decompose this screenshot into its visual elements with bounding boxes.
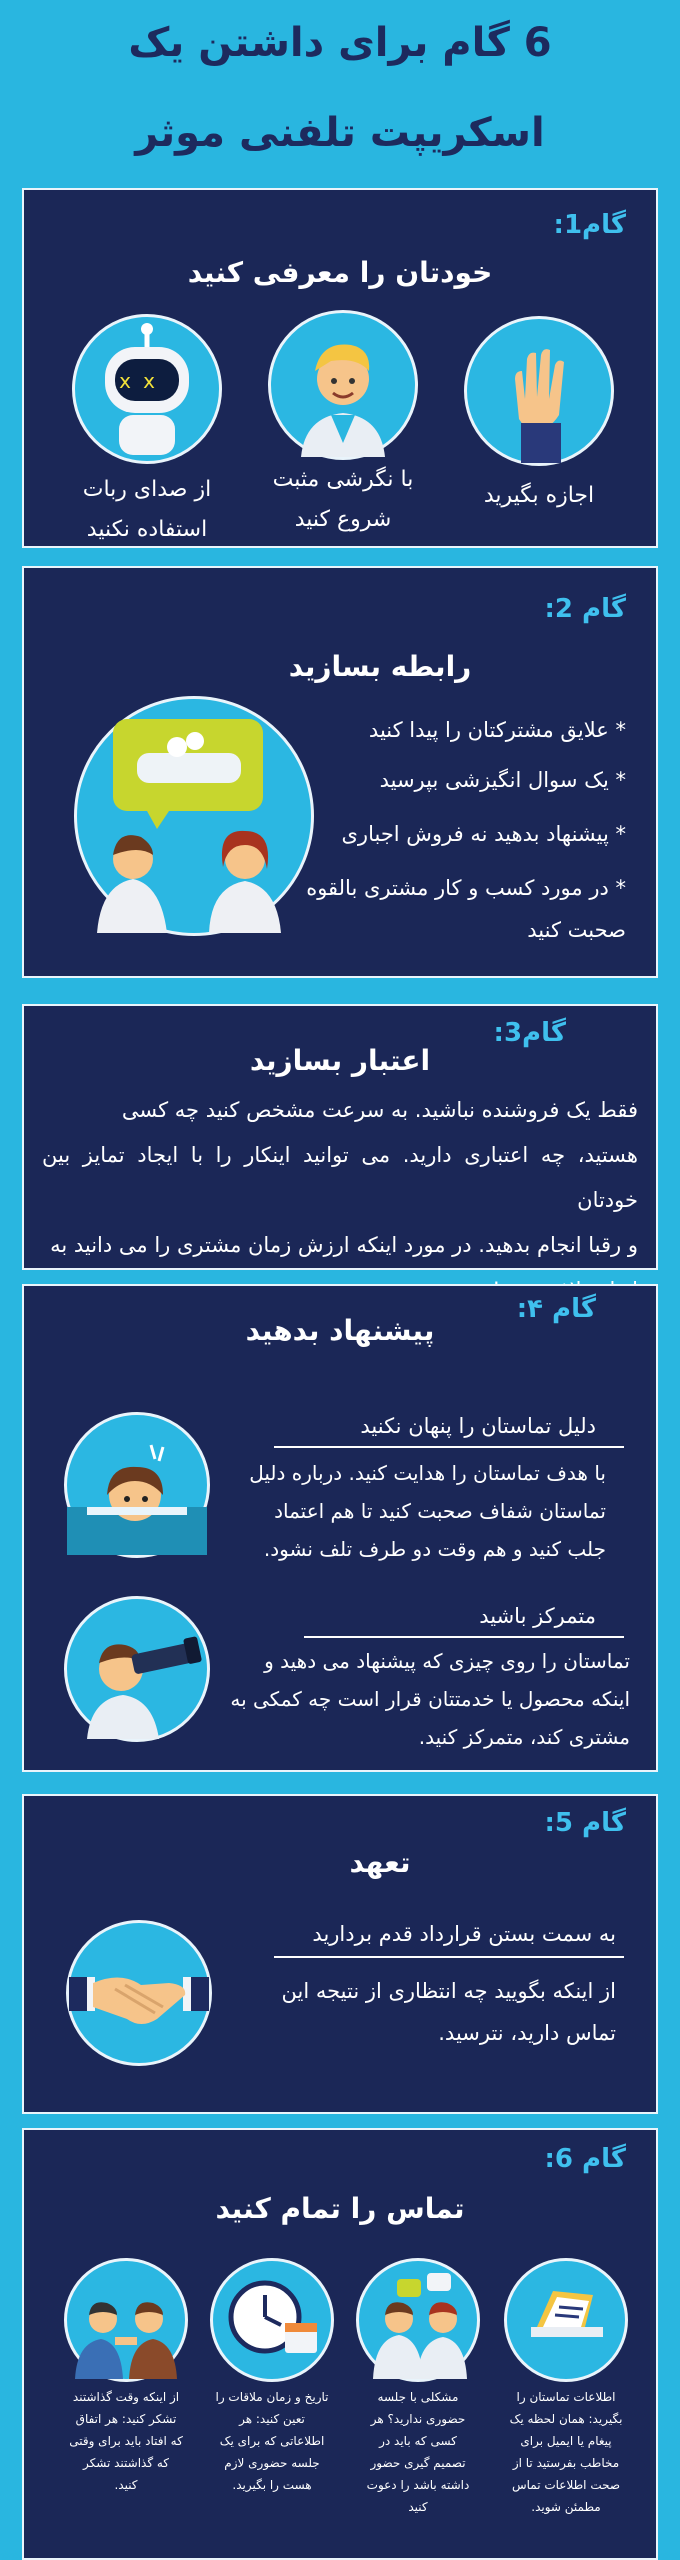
step5-label: گام 5: [544,1808,626,1838]
step2-bullet-1: * علایق مشترکتان را پیدا کنید [368,718,626,742]
step2-heading: رابطه بسازید [288,650,472,683]
step3-panel [22,1004,658,1270]
title-line-1: 6 گام برای داشتن یک [128,20,552,66]
step5-heading: تعهد [349,1846,411,1879]
step4-sub2-underline [304,1636,624,1638]
title-line-2: اسکریپت تلفنی موثر [135,110,545,156]
clock-calendar-icon [210,2258,334,2382]
step5-panel [22,1794,658,2114]
step4-text-1: با هدف تماستان را هدایت کنید. درباره دلیل تماستان شفاف صحبت کنید تا هم اعتماد جلب کنید و هم وقت دو طرف تلف نشود. [249,1461,606,1561]
step1-item2-caption: با نگرشی مثبت شروع کنید [272,467,414,532]
step1-panel [22,188,658,548]
step1-item1-caption: اجازه بگیرید [483,483,595,508]
step4-sub2: متمرکز باشید [479,1604,596,1628]
step1-label: گام1: [553,210,626,240]
step1-item3-caption: از صدای ربات استفاده نکنید [82,477,212,542]
step4-panel [22,1284,658,1772]
step6-col-1: اطلاعات تماستان را بگیرید: همان لحظه یک پیغام یا ایمیل برای مخاطب بفرستید تا از صحت اطلاعات تماس مطمئن شوید. [509,2390,623,2514]
step2-panel [22,566,658,978]
step3-label: گام3: [493,1018,566,1048]
step6-heading: تماس را تمام کنید [215,2192,465,2225]
step2-bullet-5: صحبت کنید [527,918,626,942]
step4-label: گام ۴: [516,1294,596,1324]
team-meeting-icon [74,696,314,936]
step4-heading: پیشنهاد بدهید [245,1314,435,1347]
step1-heading: خودتان را معرفی کنید [187,256,493,289]
thanking-people-icon [64,2258,188,2382]
step4-text-2: تماستان را روی چیزی که پیشنهاد می دهید و اینکه محصول یا خدمتتان قرار است چه کمکی به مشتری کند، متمرکز کنید. [230,1649,630,1749]
step6-col-4: از اینکه وقت گذاشتند تشکر کنید: هر اتفاق که افتاد باید برای وقتی که گذاشتند تشکر کنید. [69,2390,183,2492]
robot-icon [72,314,222,464]
smiling-man-icon [268,310,418,460]
step3-heading: اعتبار بسازید [249,1044,431,1077]
step6-col-3: تاریخ و زمان ملاقات را تعین کنید: هر اطلاعاتی که برای یک جلسه حضوری لازم هست را بگیرید. [215,2390,329,2492]
step2-label: گام 2: [544,594,626,624]
step2-bullet-2: * یک سوال انگیزشی بپرسید [379,768,626,792]
step6-col-2: مشکلی با جلسه حضوری ندارید؟ هر کسی که باید در تصمیم گیری حضور داشته باشد را دعوت کنید [366,2390,470,2514]
meeting-people-icon [356,2258,480,2382]
step6-label: گام 6: [544,2144,626,2174]
step4-sub1: دلیل تماستان را پنهان نکنید [360,1414,596,1438]
peeking-person-icon [64,1412,210,1558]
step2-bullet-3: * پیشنهاد بدهید نه فروش اجباری [341,822,626,846]
telescope-man-icon [64,1596,210,1742]
step5-sub-underline [274,1956,624,1958]
step6-panel [22,2128,658,2560]
documents-icon [504,2258,628,2382]
svg-text:x: x [119,369,131,393]
step3-text: فقط یک فروشنده نباشید. به سرعت مشخص کنید چه کسی هستید، چه اعتباری دارید. می توانید اینکار را با ایجاد تمایز بین خودتان و رقبا انجام بدهید. در مورد اینکه ارزش زمان مشتری را می دانید به [42,1098,638,1257]
step5-sub: به سمت بستن قرارداد قدم بردارید [312,1922,616,1946]
step2-bullet-4: * در مورد کسب و کار مشتری بالقوه [306,876,626,900]
step5-text: از اینکه بگویید چه انتظاری از نتیجه این تماس دارید، نترسید. [281,1979,616,2045]
svg-text:x: x [143,369,155,393]
handshake-icon [66,1920,212,2066]
step4-sub1-underline [274,1446,624,1448]
raised-hand-icon [464,316,614,466]
